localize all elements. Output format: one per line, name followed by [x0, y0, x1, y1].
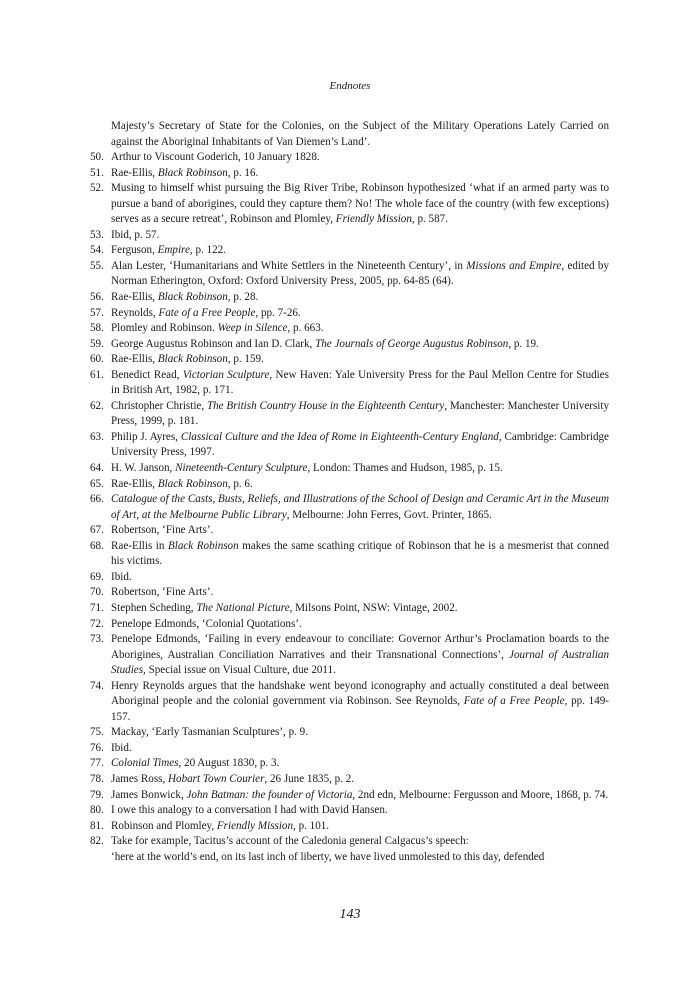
endnote-text	[111, 369, 609, 397]
endnote-text-run: Christopher Christie,	[111, 399, 207, 412]
endnote-text-run: , New Haven: Yale University Press for the Paul Mellon Centre for Studies in British Art, 1982, p. 171.	[111, 368, 609, 397]
endnote-italic-title: Nineteenth-Century Sculpture	[175, 462, 308, 475]
endnote-text-run: Mackay, ‘Early Tasmanian Sculptures’, p. 9.	[111, 726, 309, 739]
endnote-italic-title: Journal of Australian Studies	[111, 648, 609, 677]
endnote-item	[90, 430, 609, 461]
endnote-item	[90, 243, 609, 259]
endnote-text	[111, 540, 609, 568]
endnote-item	[90, 259, 609, 290]
endnote-text	[111, 618, 302, 630]
endnote-text-run: Rae-Ellis,	[111, 166, 158, 179]
endnote-text	[111, 680, 609, 723]
endnote-item	[90, 181, 609, 228]
endnote-item	[90, 803, 609, 819]
endnote-text	[111, 182, 609, 225]
endnote-item	[90, 306, 609, 322]
endnote-text-run: Reynolds,	[111, 306, 159, 319]
endnote-number: 66.	[90, 493, 104, 506]
endnote-italic-title: Victorian Sculpture	[182, 368, 270, 381]
endnote-text-run: Stephen Scheding,	[111, 601, 197, 614]
endnote-item	[90, 539, 609, 570]
endnote-text	[111, 820, 329, 832]
endnote-italic-title: The National Picture	[196, 601, 290, 614]
endnote-text-run: George Augustus Robinson and Ian D. Clark,	[111, 337, 316, 350]
endnote-item	[90, 585, 609, 601]
endnote-item	[90, 756, 609, 772]
endnote-italic-title: Classical Culture and the Idea of Rome in Eighteenth-Century England	[180, 430, 499, 443]
endnote-italic-title: Fate of a Free People	[463, 695, 565, 708]
endnote-item	[90, 570, 609, 586]
endnote-text-run: Ibid.	[111, 570, 132, 583]
endnote-text-run: , edited by Norman Etherington, Oxford: Oxford University Press, 2005, pp. 64-85 (64).	[111, 259, 609, 288]
page-number: 143	[339, 907, 361, 922]
endnote-item	[90, 819, 609, 835]
endnote-number: 73.	[90, 633, 104, 646]
endnote-text	[111, 244, 226, 256]
endnote-text	[111, 400, 609, 428]
endnote-text	[111, 478, 253, 490]
endnote-number: 81.	[90, 819, 104, 832]
endnote-number: 54.	[90, 244, 104, 257]
endnote-text-run: , p. 159.	[227, 353, 264, 366]
endnote-italic-title: Black Robinson,	[157, 166, 231, 179]
endnote-text-run: James Bonwick,	[111, 788, 187, 801]
endnote-text	[111, 462, 503, 474]
endnote-item	[90, 492, 609, 523]
endnote-text-run: Benedict Read,	[111, 368, 183, 381]
endnote-italic-title: Black Robinson	[167, 539, 239, 552]
endnote-italic-title: Hobart Town Courier	[168, 772, 265, 785]
endnote-text-run: , 26 June 1835, p. 2.	[264, 772, 355, 785]
endnote-item	[90, 150, 609, 166]
endnote-italic-title: The Journals of George Augustus Robinson	[315, 337, 509, 350]
endnote-text	[111, 742, 132, 754]
endnote-text-run: Robinson and Plomley,	[111, 819, 217, 832]
endnote-text-run: James Ross,	[111, 772, 169, 785]
endnote-text	[111, 307, 301, 319]
endnote-text-run: , 2nd edn, Melbourne: Fergusson and Moore, 1868, p. 74.	[352, 788, 609, 801]
endnote-number: 58.	[90, 322, 104, 335]
endnote-text	[111, 835, 469, 847]
endnote-italic-title: Friendly Mission,	[216, 819, 296, 832]
endnote-text	[111, 524, 213, 536]
endnote-italic-title: Fate of a Free People	[158, 306, 256, 319]
endnote-number: 68.	[90, 539, 104, 552]
endnote-italic-title: John Batman: the founder of Victoria	[186, 788, 353, 801]
endnote-quotation-line: ‘here at the world’s end, on its last inch of liberty, we have lived unmolested to this day, defended	[111, 850, 545, 863]
endnote-number: 77.	[90, 757, 104, 770]
endnote-number: 50.	[90, 151, 104, 164]
endnote-item	[90, 679, 609, 726]
endnote-text	[111, 804, 388, 816]
endnote-number: 65.	[90, 477, 104, 490]
endnote-text-run: Take for example, Tacitus’s account of the Caledonia general Calgacus’s speech:	[111, 835, 469, 848]
endnote-italic-title: Friendly Mission,	[335, 213, 415, 226]
endnote-item	[90, 788, 609, 804]
endnote-text-run: I owe this analogy to a conversation I had with David Hansen.	[111, 804, 388, 817]
endnote-number: 67.	[90, 524, 104, 537]
endnote-number: 76.	[90, 741, 104, 754]
endnote-italic-title: Black Robinson,	[157, 477, 231, 490]
endnote-text	[111, 338, 539, 350]
endnote-text	[111, 571, 132, 583]
endnote-item	[90, 228, 609, 244]
endnote-text-run: , p. 28.	[227, 291, 259, 304]
endnote-text	[111, 322, 324, 334]
endnote-text	[111, 229, 159, 241]
endnote-italic-title: Catalogue of the Casts, Busts, Reliefs, and Illustrations of the School of Design and Ceramic Art in the Museum of Art, at the Melbourne Public Library	[111, 493, 609, 521]
endnote-text-run: Penelope Edmonds, ‘Failing in every endeavour to conciliate: Governor Arthur’s Proclamation boards to the Aborigines, Australian Conciliation Narratives and their Transnational Connections’,	[111, 633, 609, 661]
endnote-number: 51.	[90, 166, 104, 179]
endnote-number: 60.	[90, 353, 104, 366]
endnote-text-run: , pp. 149-157.	[111, 695, 609, 723]
endnote-number: 63.	[90, 430, 104, 443]
continued-note-text: Majesty’s Secretary of State for the Colonies, on the Subject of the Military Operations Lately Carried on against the Aboriginal Inhabitants of Van Diemen’s Land’.	[111, 120, 609, 148]
endnote-item	[90, 337, 609, 353]
endnote-text-run: Musing to himself whist pursuing the Big River Tribe, Robinson hypothesized ‘what if an armed party was to pursue a band of aborigines, could they capture them? No! The whole face of the country (with few exceptions) serves as a secure retreat’, Robinson and Plomley,	[111, 182, 609, 226]
endnote-number: 52.	[90, 182, 104, 195]
endnote-text	[111, 757, 279, 769]
endnote-text-run: , p. 663.	[287, 322, 324, 335]
endnote-item	[90, 772, 609, 788]
endnote-italic-title: Missions and Empire	[466, 259, 562, 272]
endnote-item	[90, 523, 609, 539]
endnote-text-run: H. W. Janson,	[111, 462, 176, 475]
endnote-text-run: Henry Reynolds argues that the handshake went beyond iconography and actually constituted a deal between Aboriginal people and the colonial government via Robinson. See Reynolds,	[111, 679, 609, 708]
endnote-text-run: Ibid.	[111, 741, 132, 754]
endnote-number: 71.	[90, 601, 104, 614]
endnote-text-run: makes the same scathing critique of Robinson that he is a mesmerist that conned his victims.	[111, 539, 609, 568]
endnote-italic-title: Black Robinson	[157, 353, 228, 366]
endnote-text	[111, 260, 609, 288]
endnote-italic-title: The British Country House in the Eighteenth Century	[206, 399, 445, 412]
endnote-number: 79.	[90, 788, 104, 801]
endnote-item	[90, 477, 609, 493]
endnote-number: 70.	[90, 586, 104, 599]
endnote-text-run: Rae-Ellis in	[111, 539, 168, 552]
endnote-text	[111, 633, 609, 676]
endnote-number: 55.	[90, 259, 104, 272]
endnote-text-run: Ibid, p. 57.	[111, 228, 160, 241]
endnote-number: 69.	[90, 570, 104, 583]
endnote-text-run: , Special issue on Visual Culture, due 2011.	[143, 664, 336, 677]
endnote-text-run: Robertson, ‘Fine Arts’.	[111, 524, 214, 537]
endnote-item	[90, 368, 609, 399]
endnote-text-run: , p. 19.	[508, 337, 539, 350]
endnote-text-run: , pp. 7-26.	[255, 306, 301, 319]
endnote-text-run: p. 587.	[414, 213, 448, 226]
endnote-item	[90, 399, 609, 430]
endnote-italic-title: Colonial Times	[111, 757, 179, 770]
endnote-text-run: Rae-Ellis,	[111, 477, 158, 490]
endnote-text-run: Plomley and Robinson.	[111, 322, 218, 335]
endnote-text-run: , 20 August 1830, p. 3.	[178, 757, 280, 770]
running-head: Endnotes	[329, 80, 371, 92]
endnote-number: 74.	[90, 679, 104, 692]
endnote-number: 72.	[90, 617, 104, 630]
endnote-text-run: Ferguson,	[111, 244, 158, 257]
endnote-item	[90, 617, 609, 633]
endnote-text-run: , Milsons Point, NSW: Vintage, 2002.	[289, 601, 458, 614]
endnote-number: 53.	[90, 228, 104, 241]
endnote-italic-title: Empire,	[157, 244, 193, 257]
endnote-item	[90, 461, 609, 477]
endnote-text	[111, 789, 608, 801]
endnote-item	[90, 321, 609, 337]
endnote-text-run: , Cambridge: Cambridge University Press, 1997.	[111, 430, 609, 459]
endnote-number: 57.	[90, 306, 104, 319]
endnote-number: 62.	[90, 399, 104, 412]
endnote-number: 75.	[90, 726, 104, 739]
endnote-text-run: p. 16.	[230, 166, 259, 179]
endnote-item	[90, 601, 609, 617]
endnote-text-run: , Manchester: Manchester University Press, 1999, p. 181.	[111, 399, 609, 428]
endnote-text	[111, 493, 609, 521]
endnote-text-run: Penelope Edmonds, ‘Colonial Quotations’.	[111, 617, 302, 630]
endnote-text	[111, 353, 264, 365]
endnote-text-run: p. 122.	[192, 244, 226, 257]
endnote-text-run: Robertson, ‘Fine Arts’.	[111, 586, 214, 599]
endnote-item	[90, 741, 609, 757]
endnote-number: 64.	[90, 462, 104, 475]
endnote-text-run: , Melbourne: John Ferres, Govt. Printer, 1865.	[286, 508, 492, 521]
endnote-text	[111, 291, 258, 303]
endnote-text-run: p. 101.	[295, 819, 330, 832]
endnote-text-run: Arthur to Viscount Goderich, 10 January 1828.	[111, 151, 320, 164]
endnote-number: 61.	[90, 368, 104, 381]
endnote-item	[90, 352, 609, 368]
endnote-text-run: p. 6.	[230, 477, 253, 490]
endnote-italic-title: Black Robinson	[157, 291, 228, 304]
endnote-text	[111, 586, 213, 598]
endnote-italic-title: Weep in Silence	[217, 322, 288, 335]
endnote-item	[90, 166, 609, 182]
endnote-number: 59.	[90, 337, 104, 350]
endnote-text	[111, 431, 609, 459]
endnote-text	[111, 602, 458, 614]
endnote-text	[111, 167, 258, 179]
endnote-text	[111, 726, 308, 738]
endnote-item	[90, 632, 609, 679]
endnote-text	[111, 151, 320, 163]
endnote-item	[90, 725, 609, 741]
endnote-text	[111, 773, 354, 785]
endnote-text-run: Alan Lester, ‘Humanitarians and White Settlers in the Nineteenth Century’, in	[111, 259, 467, 272]
endnote-text-run: , London: Thames and Hudson, 1985, p. 15.	[307, 462, 503, 475]
endnote-item	[90, 834, 609, 865]
endnote-number: 78.	[90, 772, 104, 785]
endnotes-list	[90, 119, 609, 865]
endnote-number: 82.	[90, 835, 104, 848]
endnote-number: 80.	[90, 804, 104, 817]
endnote-text-run: Rae-Ellis,	[111, 291, 158, 304]
endnote-number: 56.	[90, 291, 104, 304]
endnote-text-run: Philip J. Ayres,	[111, 430, 181, 443]
endnote-item	[90, 290, 609, 306]
endnote-text-run: Rae-Ellis,	[111, 353, 158, 366]
